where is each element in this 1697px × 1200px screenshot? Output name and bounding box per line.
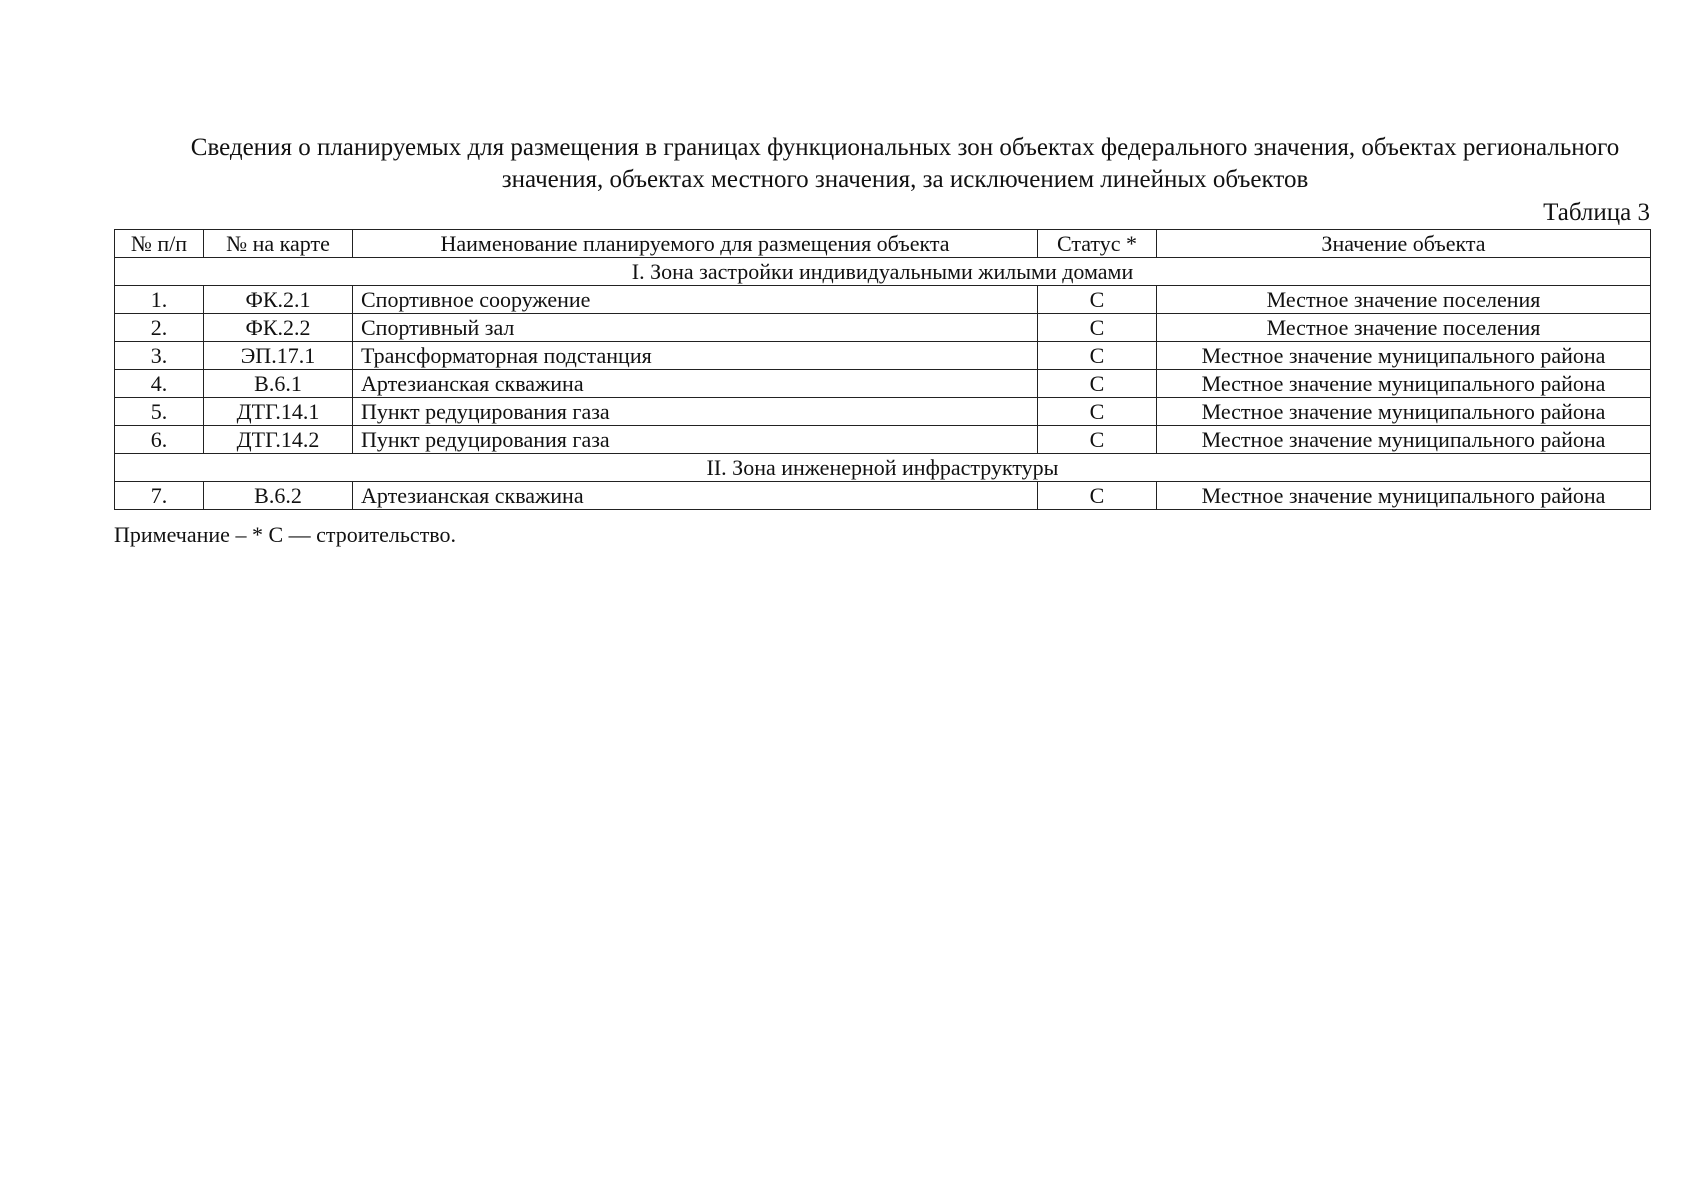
cell-object-value: Местное значение поселения — [1157, 286, 1651, 314]
header-row-number: № п/п — [115, 230, 204, 258]
cell-status: С — [1038, 286, 1157, 314]
section-title: II. Зона инженерной инфраструктуры — [115, 454, 1651, 482]
cell-object-name: Артезианская скважина — [353, 370, 1038, 398]
section-title: I. Зона застройки индивидуальными жилыми домами — [115, 258, 1651, 286]
cell-status: С — [1038, 342, 1157, 370]
cell-object-name: Трансформаторная подстанция — [353, 342, 1038, 370]
cell-row-number: 2. — [115, 314, 204, 342]
cell-map-number: ЭП.17.1 — [204, 342, 353, 370]
header-status: Статус * — [1038, 230, 1157, 258]
cell-object-value: Местное значение поселения — [1157, 314, 1651, 342]
table-number: Таблица 3 — [1543, 199, 1650, 226]
cell-object-name: Спортивный зал — [353, 314, 1038, 342]
table-row — [115, 314, 1651, 342]
cell-row-number: 5. — [115, 398, 204, 426]
cell-status: С — [1038, 426, 1157, 454]
cell-map-number: ФК.2.1 — [204, 286, 353, 314]
cell-status: С — [1038, 482, 1157, 510]
cell-object-name: Спортивное сооружение — [353, 286, 1038, 314]
cell-row-number: 1. — [115, 286, 204, 314]
section-row — [115, 258, 1651, 286]
cell-map-number: В.6.2 — [204, 482, 353, 510]
cell-object-value: Местное значение муниципального района — [1157, 426, 1651, 454]
cell-object-value: Местное значение муниципального района — [1157, 342, 1651, 370]
table-header-row — [115, 230, 1651, 258]
table-row — [115, 482, 1651, 510]
cell-map-number: В.6.1 — [204, 370, 353, 398]
cell-object-name: Пункт редуцирования газа — [353, 426, 1038, 454]
cell-object-value: Местное значение муниципального района — [1157, 482, 1651, 510]
cell-map-number: ФК.2.2 — [204, 314, 353, 342]
header-object-name: Наименование планируемого для размещения объекта — [353, 230, 1038, 258]
cell-status: С — [1038, 370, 1157, 398]
cell-row-number: 4. — [115, 370, 204, 398]
table-row — [115, 398, 1651, 426]
cell-map-number: ДТГ.14.1 — [204, 398, 353, 426]
table-row — [115, 286, 1651, 314]
table-note: Примечание – * С — строительство. — [114, 522, 457, 547]
planned-objects-table — [114, 229, 1651, 510]
cell-row-number: 6. — [115, 426, 204, 454]
header-map-number: № на карте — [204, 230, 353, 258]
cell-object-value: Местное значение муниципального района — [1157, 370, 1651, 398]
cell-object-value: Местное значение муниципального района — [1157, 398, 1651, 426]
table-row — [115, 370, 1651, 398]
section-row — [115, 454, 1651, 482]
cell-object-name: Пункт редуцирования газа — [353, 398, 1038, 426]
cell-object-name: Артезианская скважина — [353, 482, 1038, 510]
cell-status: С — [1038, 398, 1157, 426]
cell-map-number: ДТГ.14.2 — [204, 426, 353, 454]
table-row — [115, 342, 1651, 370]
cell-row-number: 7. — [115, 482, 204, 510]
table-row — [115, 426, 1651, 454]
header-object-value: Значение объекта — [1157, 230, 1651, 258]
cell-row-number: 3. — [115, 342, 204, 370]
cell-status: С — [1038, 314, 1157, 342]
document-title: Сведения о планируемых для размещения в границах функциональных зон объектах федерального значения, объектах регионального значения, объектах местного значения, за исключением линейных объектов — [190, 134, 1620, 193]
